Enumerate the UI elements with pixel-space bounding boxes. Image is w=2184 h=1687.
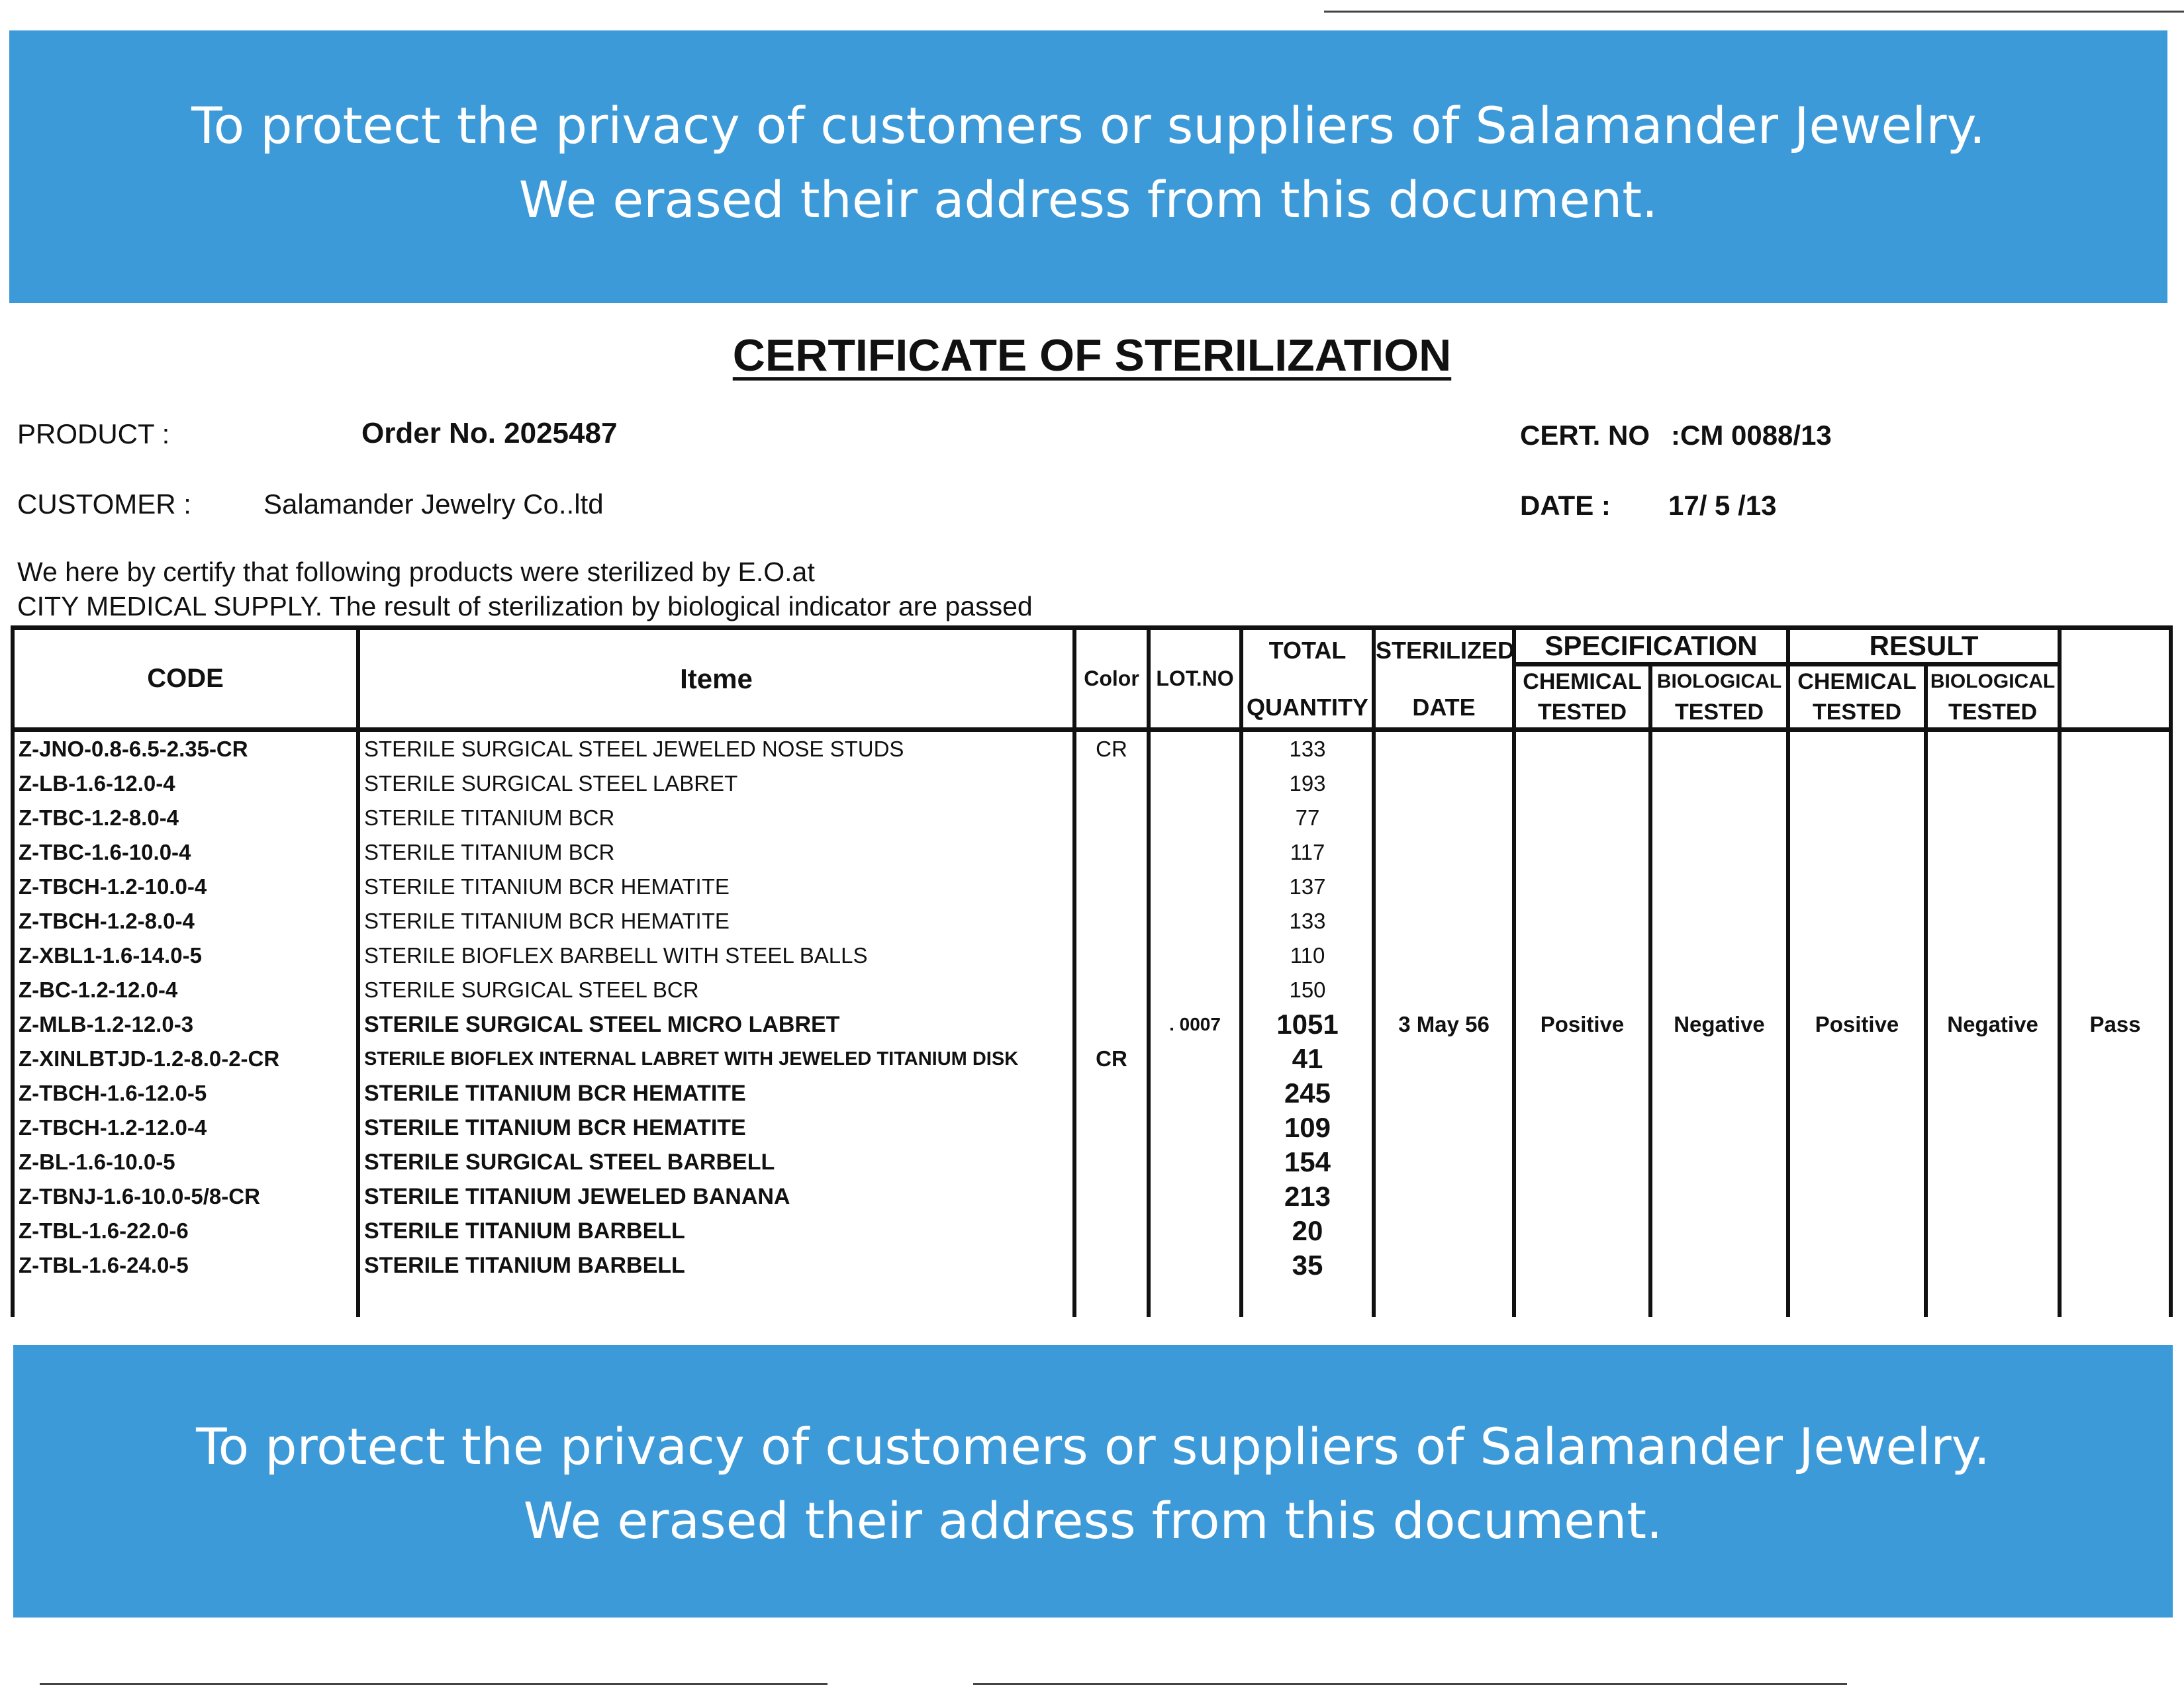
color-cell bbox=[1074, 973, 1149, 1007]
result-chemical-cell: Positive bbox=[1788, 730, 1926, 1318]
item-cell: STERILE BIOFLEX INTERNAL LABRET WITH JEWELED TITANIUM DISK bbox=[358, 1042, 1074, 1076]
header-spec-chemical-1: CHEMICAL bbox=[1523, 669, 1642, 694]
header-final-blank bbox=[2060, 628, 2171, 730]
color-cell bbox=[1074, 1145, 1149, 1179]
header-specification: SPECIFICATION bbox=[1514, 628, 1788, 664]
quantity-cell: 109 bbox=[1241, 1111, 1374, 1145]
color-cell bbox=[1074, 938, 1149, 973]
privacy-notice-line1: To protect the privacy of customers or suppliers of Salamander Jewelry. bbox=[196, 1417, 1990, 1476]
quantity-cell: 245 bbox=[1241, 1076, 1374, 1111]
header-item: Iteme bbox=[358, 628, 1074, 730]
spec-biological-cell: Negative bbox=[1650, 730, 1788, 1318]
code-cell: Z-XBL1-1.6-14.0-5 bbox=[13, 938, 358, 973]
quantity-cell: 20 bbox=[1241, 1214, 1374, 1248]
privacy-notice-line1: To protect the privacy of customers or suppliers of Salamander Jewelry. bbox=[191, 96, 1985, 155]
quantity-cell: 41 bbox=[1241, 1042, 1374, 1076]
header-sterilized-top: STERILIZED bbox=[1376, 636, 1515, 664]
sterilized-date-cell: 3 May 56 bbox=[1374, 730, 1514, 1318]
item-cell: STERILE TITANIUM BARBELL bbox=[358, 1248, 1074, 1283]
item-cell: STERILE TITANIUM BCR bbox=[358, 801, 1074, 835]
code-cell: Z-LB-1.6-12.0-4 bbox=[13, 766, 358, 801]
result-biological-cell: Negative bbox=[1926, 730, 2060, 1318]
color-cell bbox=[1074, 904, 1149, 938]
item-cell: STERILE TITANIUM BARBELL bbox=[358, 1214, 1074, 1248]
header-color: Color bbox=[1074, 628, 1149, 730]
header-code: CODE bbox=[13, 628, 358, 730]
item-cell: STERILE SURGICAL STEEL JEWELED NOSE STUDS bbox=[358, 730, 1074, 767]
document-title-wrap bbox=[0, 330, 2184, 381]
statement-line2: CITY MEDICAL SUPPLY. The result of sterilization by biological indicator are passed bbox=[17, 591, 1033, 621]
scan-edge-line bbox=[40, 1683, 828, 1685]
color-cell bbox=[1074, 766, 1149, 801]
header-total-top: TOTAL bbox=[1268, 636, 1347, 664]
header-result: RESULT bbox=[1788, 628, 2060, 664]
final-result-cell: Pass bbox=[2060, 730, 2171, 1318]
header-spec-chemical bbox=[1514, 664, 1650, 730]
quantity-cell: 150 bbox=[1241, 973, 1374, 1007]
code-cell: Z-BL-1.6-10.0-5 bbox=[13, 1145, 358, 1179]
color-cell bbox=[1074, 870, 1149, 904]
item-cell: STERILE SURGICAL STEEL BCR bbox=[358, 973, 1074, 1007]
header-sterilized-bottom: DATE bbox=[1412, 693, 1476, 721]
item-cell: STERILE TITANIUM JEWELED BANANA bbox=[358, 1179, 1074, 1214]
sterilization-table bbox=[11, 625, 2173, 1317]
code-cell: Z-TBCH-1.2-10.0-4 bbox=[13, 870, 358, 904]
privacy-notice-line2: We erased their address from this document. bbox=[523, 1491, 1663, 1550]
header-total-bottom: QUANTITY bbox=[1247, 693, 1368, 721]
header-spec-chemical-2: TESTED bbox=[1537, 700, 1627, 725]
certification-statement bbox=[17, 555, 1033, 623]
code-cell: Z-TBC-1.6-10.0-4 bbox=[13, 835, 358, 870]
header-total-quantity bbox=[1241, 628, 1374, 730]
item-cell: STERILE TITANIUM BCR HEMATITE bbox=[358, 1111, 1074, 1145]
quantity-cell: 117 bbox=[1241, 835, 1374, 870]
quantity-cell: 35 bbox=[1241, 1248, 1374, 1283]
color-cell bbox=[1074, 1179, 1149, 1214]
order-number: Order No. 2025487 bbox=[361, 417, 618, 449]
customer-label: CUSTOMER : bbox=[17, 488, 191, 520]
item-cell: STERILE TITANIUM BCR HEMATITE bbox=[358, 870, 1074, 904]
color-cell bbox=[1074, 801, 1149, 835]
privacy-notice-banner-bottom bbox=[13, 1345, 2173, 1618]
quantity-cell: 1051 bbox=[1241, 1007, 1374, 1042]
statement-line1: We here by certify that following products were sterilized by E.O.at bbox=[17, 557, 815, 587]
filler-cell bbox=[358, 1283, 1074, 1317]
spec-chemical-cell: Positive bbox=[1514, 730, 1650, 1318]
color-cell bbox=[1074, 1007, 1149, 1042]
cert-no-value: :CM 0088/13 bbox=[1671, 420, 1832, 451]
item-cell: STERILE SURGICAL STEEL LABRET bbox=[358, 766, 1074, 801]
color-cell bbox=[1074, 1076, 1149, 1111]
customer-value: Salamander Jewelry Co..ltd bbox=[263, 488, 604, 520]
header-result-chemical bbox=[1788, 664, 1926, 730]
item-cell: STERILE BIOFLEX BARBELL WITH STEEL BALLS bbox=[358, 938, 1074, 973]
color-cell: CR bbox=[1074, 1042, 1149, 1076]
header-lot-no: LOT.NO bbox=[1149, 628, 1241, 730]
code-cell: Z-TBCH-1.2-8.0-4 bbox=[13, 904, 358, 938]
color-cell bbox=[1074, 835, 1149, 870]
scan-edge-line bbox=[973, 1683, 1847, 1685]
table-row bbox=[13, 730, 2171, 767]
quantity-cell: 77 bbox=[1241, 801, 1374, 835]
color-cell bbox=[1074, 1111, 1149, 1145]
filler-cell bbox=[13, 1283, 358, 1317]
quantity-cell: 133 bbox=[1241, 730, 1374, 767]
quantity-cell: 110 bbox=[1241, 938, 1374, 973]
scan-edge-line bbox=[1324, 11, 2184, 13]
quantity-cell: 137 bbox=[1241, 870, 1374, 904]
lot-no-cell: . 0007 bbox=[1149, 730, 1241, 1318]
item-cell: STERILE TITANIUM BCR HEMATITE bbox=[358, 904, 1074, 938]
code-cell: Z-TBC-1.2-8.0-4 bbox=[13, 801, 358, 835]
privacy-notice-line2: We erased their address from this document. bbox=[518, 170, 1658, 229]
item-cell: STERILE SURGICAL STEEL MICRO LABRET bbox=[358, 1007, 1074, 1042]
item-cell: STERILE TITANIUM BCR bbox=[358, 835, 1074, 870]
filler-cell bbox=[1241, 1283, 1374, 1317]
code-cell: Z-TBCH-1.6-12.0-5 bbox=[13, 1076, 358, 1111]
item-cell: STERILE SURGICAL STEEL BARBELL bbox=[358, 1145, 1074, 1179]
code-cell: Z-TBL-1.6-24.0-5 bbox=[13, 1248, 358, 1283]
header-result-biological bbox=[1926, 664, 2060, 730]
code-cell: Z-TBCH-1.2-12.0-4 bbox=[13, 1111, 358, 1145]
header-result-biological-1: BIOLOGICAL bbox=[1930, 670, 2056, 692]
item-cell: STERILE TITANIUM BCR HEMATITE bbox=[358, 1076, 1074, 1111]
code-cell: Z-XINLBTJD-1.2-8.0-2-CR bbox=[13, 1042, 358, 1076]
quantity-cell: 154 bbox=[1241, 1145, 1374, 1179]
quantity-cell: 133 bbox=[1241, 904, 1374, 938]
quantity-cell: 193 bbox=[1241, 766, 1374, 801]
color-cell bbox=[1074, 1248, 1149, 1283]
code-cell: Z-BC-1.2-12.0-4 bbox=[13, 973, 358, 1007]
color-cell bbox=[1074, 1214, 1149, 1248]
date-value: 17/ 5 /13 bbox=[1668, 490, 1777, 521]
header-sterilized-date bbox=[1374, 628, 1514, 730]
product-label: PRODUCT : bbox=[17, 418, 170, 449]
privacy-notice-banner-top bbox=[9, 30, 2167, 303]
header-spec-biological bbox=[1650, 664, 1788, 730]
header-result-biological-2: TESTED bbox=[1948, 700, 2038, 725]
date-label: DATE : bbox=[1520, 490, 1611, 521]
filler-cell bbox=[1074, 1283, 1149, 1317]
code-cell: Z-JNO-0.8-6.5-2.35-CR bbox=[13, 730, 358, 767]
header-result-chemical-1: CHEMICAL bbox=[1797, 669, 1917, 694]
color-cell: CR bbox=[1074, 730, 1149, 767]
document-title: CERTIFICATE OF STERILIZATION bbox=[732, 330, 1452, 381]
code-cell: Z-TBNJ-1.6-10.0-5/8-CR bbox=[13, 1179, 358, 1214]
header-spec-biological-1: BIOLOGICAL bbox=[1656, 670, 1782, 692]
code-cell: Z-MLB-1.2-12.0-3 bbox=[13, 1007, 358, 1042]
quantity-cell: 213 bbox=[1241, 1179, 1374, 1214]
code-cell: Z-TBL-1.6-22.0-6 bbox=[13, 1214, 358, 1248]
header-result-chemical-2: TESTED bbox=[1812, 700, 1902, 725]
header-spec-biological-2: TESTED bbox=[1674, 700, 1764, 725]
cert-no-label: CERT. NO bbox=[1520, 420, 1650, 451]
